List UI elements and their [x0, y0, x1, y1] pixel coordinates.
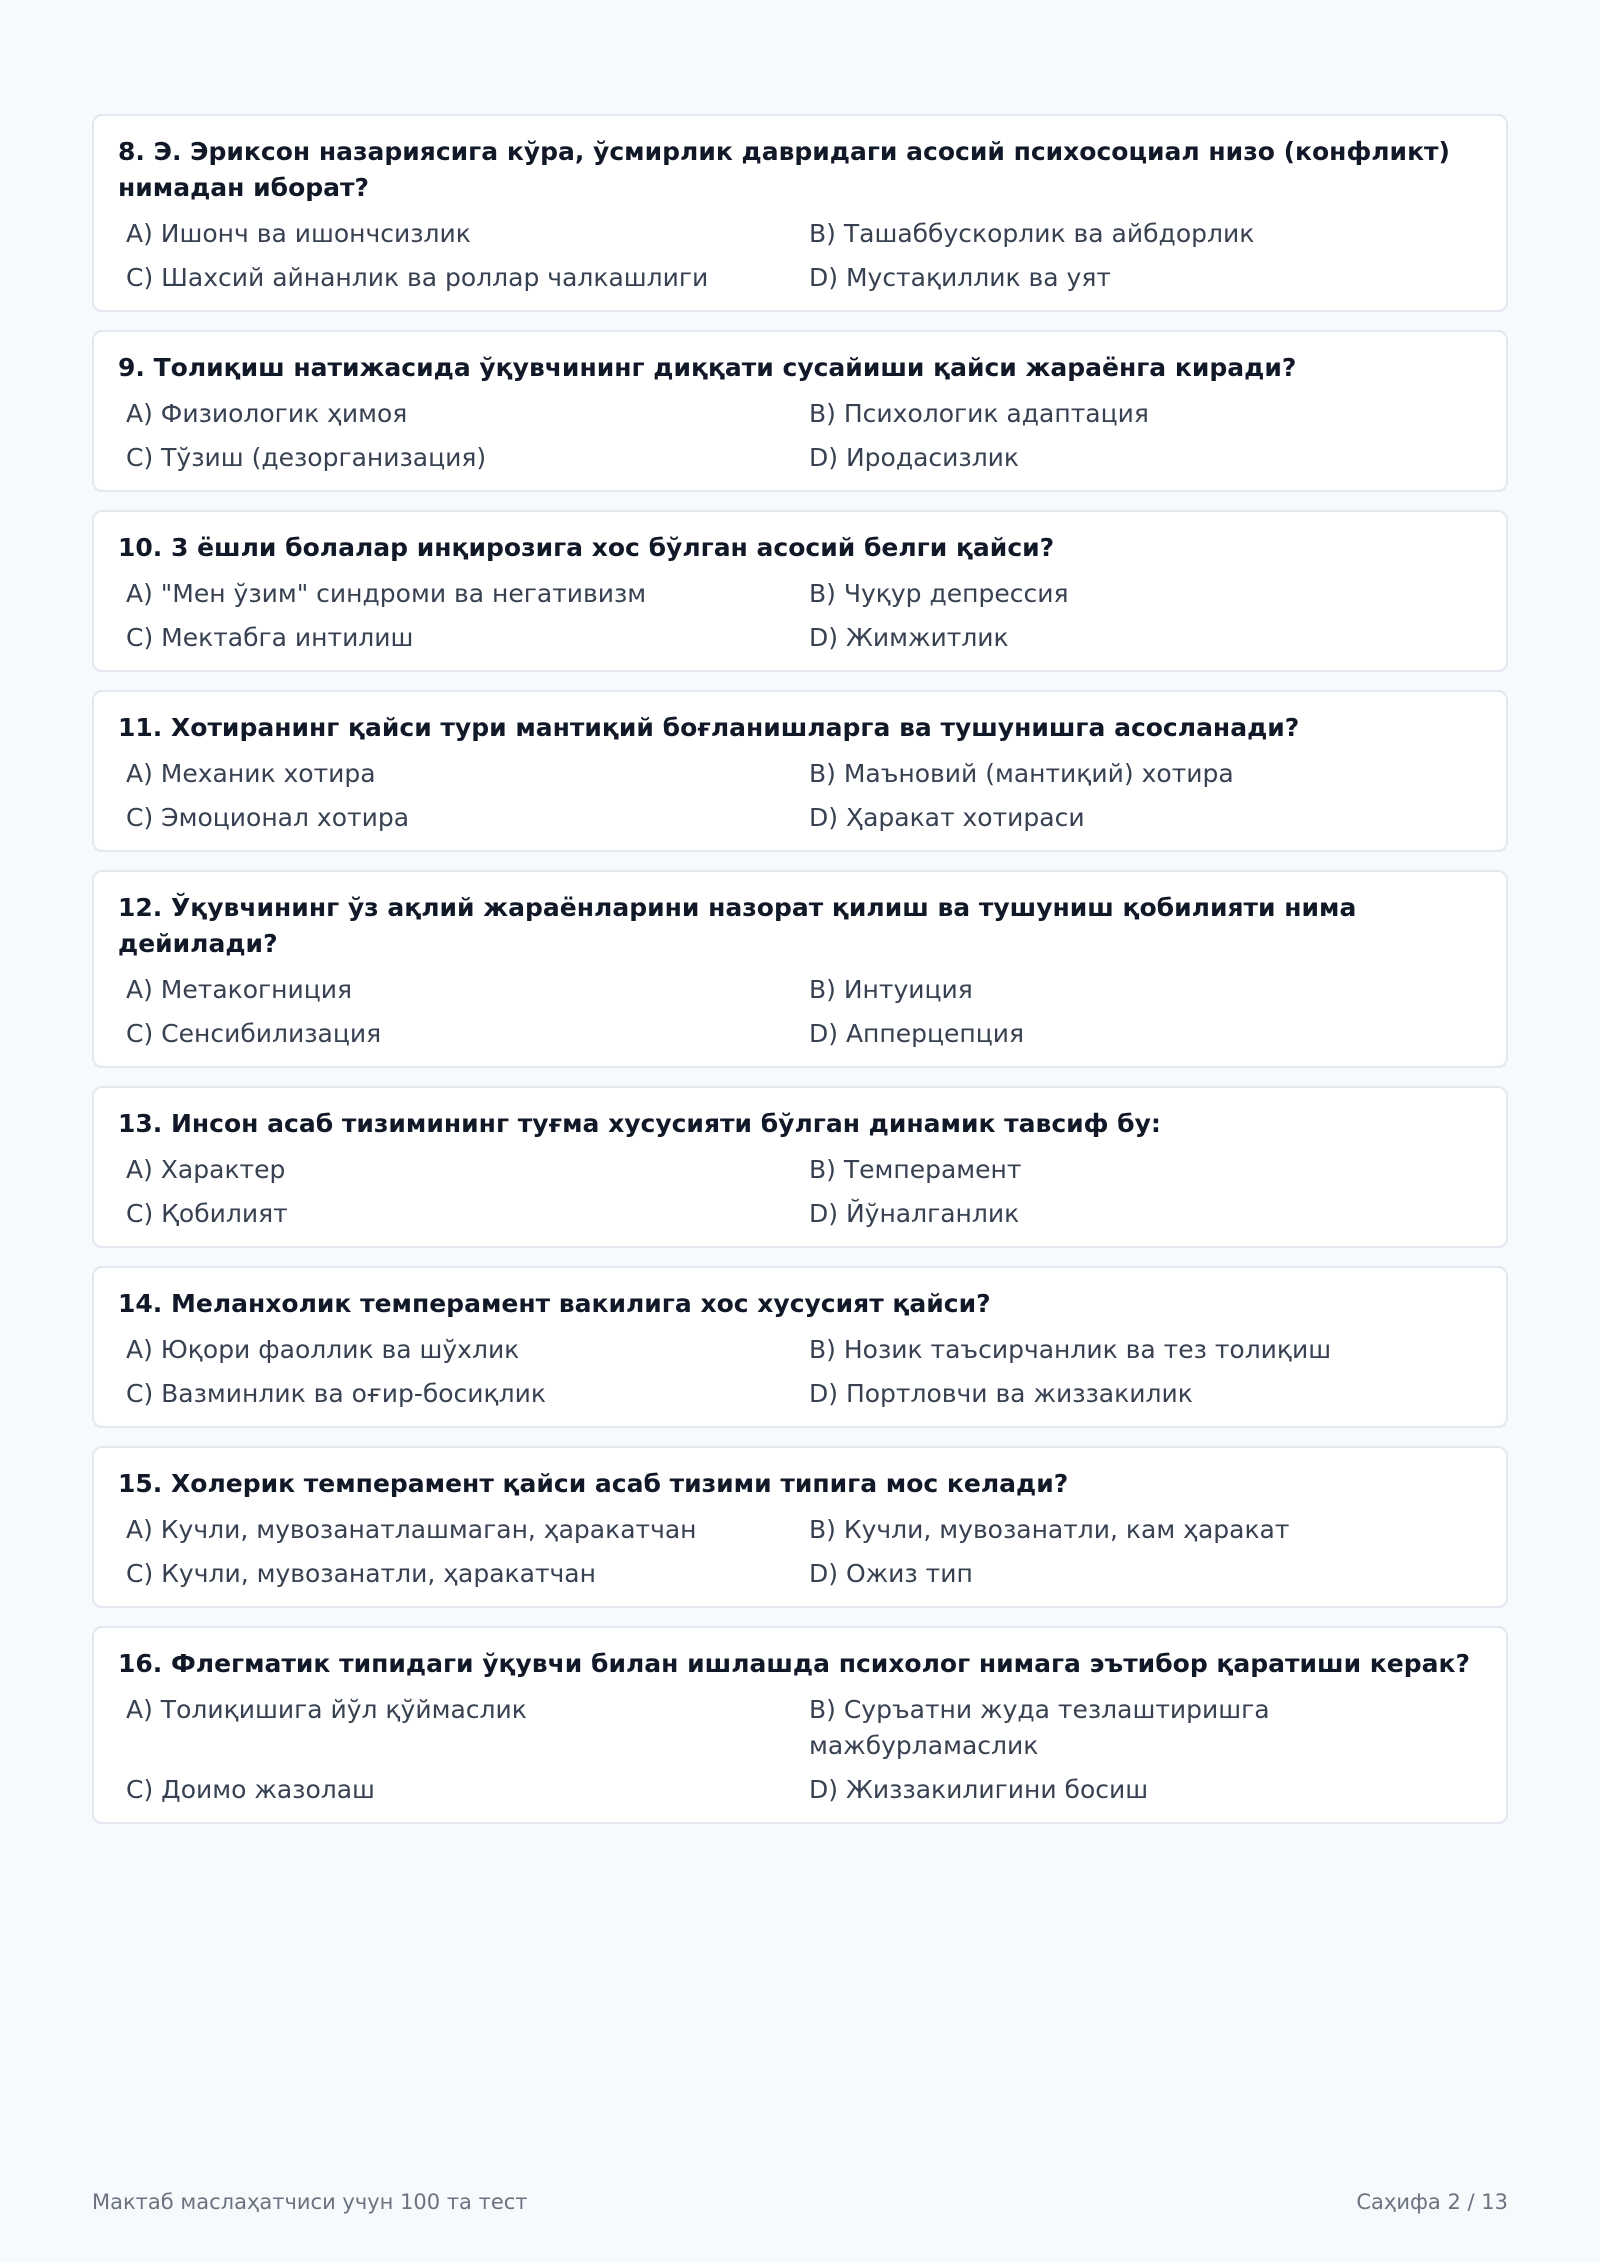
option-d: D) Ҳаракат хотираси [809, 803, 1085, 832]
option-b: B) Маъновий (мантиқий) хотира [809, 759, 1234, 788]
answer-options [118, 216, 1482, 296]
question-text: 13. Инсон асаб тизимининг туғма хусусияти бўлган динамик тавсиф бу: [118, 1109, 1161, 1138]
question-card [92, 690, 1508, 852]
question-text: 16. Флегматик типидаги ўқувчи билан ишлашда психолог нимага эътибор қаратиши керак? [118, 1649, 1470, 1678]
option-a: A) Юқори фаоллик ва шўхлик [126, 1335, 520, 1364]
option-b: B) Нозик таъсирчанлик ва тез толиқиш [809, 1335, 1332, 1364]
option-c: C) Доимо жазолаш [126, 1775, 375, 1804]
option-a: A) Механик хотира [126, 759, 376, 788]
question-text: 15. Холерик темперамент қайси асаб тизими типига мос келади? [118, 1469, 1069, 1498]
option-a: A) Метакогниция [126, 975, 353, 1004]
answer-options [118, 972, 1482, 1052]
footer-title: Мактаб маслаҳатчиси учун 100 та тест [92, 2190, 528, 2214]
question-card [92, 510, 1508, 672]
option-d: D) Йўналганлик [809, 1199, 1020, 1228]
question-text: 11. Хотиранинг қайси тури мантиқий боғланишларга ва тушунишга асосланади? [118, 713, 1300, 742]
option-a: A) "Мен ўзим" синдроми ва негативизм [126, 579, 647, 608]
option-d: D) Портловчи ва жиззакилик [809, 1379, 1193, 1408]
option-c: C) Шахсий айнанлик ва роллар чалкашлиги [126, 263, 709, 292]
option-b: B) Темперамент [809, 1155, 1022, 1184]
option-c: C) Сенсибилизация [126, 1019, 382, 1048]
option-a: A) Характер [126, 1155, 286, 1184]
page-number: Саҳифа 2 / 13 [1356, 2190, 1508, 2214]
option-c: C) Мектабга интилиш [126, 623, 414, 652]
question-text: 10. 3 ёшли болалар инқирозига хос бўлган асосий белги қайси? [118, 533, 1055, 562]
option-d: D) Мустақиллик ва уят [809, 263, 1111, 292]
answer-options [118, 756, 1482, 836]
question-card [92, 1626, 1508, 1824]
question-card [92, 1086, 1508, 1248]
question-card [92, 870, 1508, 1068]
option-a: A) Физиологик ҳимоя [126, 399, 408, 428]
option-c: C) Кучли, мувозанатли, ҳаракатчан [126, 1559, 596, 1588]
option-d: D) Иродасизлик [809, 443, 1020, 472]
option-d: D) Апперцепция [809, 1019, 1025, 1048]
option-d: D) Ожиз тип [809, 1559, 973, 1588]
question-card [92, 114, 1508, 312]
question-text: 14. Меланхолик темперамент вакилига хос хусусият қайси? [118, 1289, 991, 1318]
question-text: 9. Толиқиш натижасида ўқувчининг диққати сусайиши қайси жараёнга киради? [118, 353, 1297, 382]
answer-options [118, 1152, 1482, 1232]
option-d: D) Жимжитлик [809, 623, 1009, 652]
question-text: 12. Ўқувчининг ўз ақлий жараёнларини назорат қилиш ва тушуниш қобилияти нима дейилади? [118, 893, 1357, 958]
answer-options [118, 576, 1482, 656]
option-b: B) Интуиция [809, 975, 973, 1004]
page-footer [92, 2190, 1508, 2214]
answer-options [118, 1512, 1482, 1592]
option-a: A) Ишонч ва ишончсизлик [126, 219, 471, 248]
answer-options [118, 1332, 1482, 1412]
question-card [92, 1266, 1508, 1428]
option-d: D) Жиззакилигини босиш [809, 1775, 1149, 1804]
option-c: C) Вазминлик ва оғир-босиқлик [126, 1379, 546, 1408]
option-b: B) Ташаббускорлик ва айбдорлик [809, 219, 1255, 248]
option-c: C) Тўзиш (дезорганизация) [126, 443, 487, 472]
option-c: C) Эмоционал хотира [126, 803, 410, 832]
question-card [92, 330, 1508, 492]
question-card [92, 1446, 1508, 1608]
answer-options [118, 1692, 1482, 1808]
option-c: C) Қобилият [126, 1199, 288, 1228]
option-b: B) Суръатни жуда тезлаштиришга мажбурламаслик [809, 1695, 1270, 1760]
option-b: B) Кучли, мувозанатли, кам ҳаракат [809, 1515, 1290, 1544]
option-a: A) Кучли, мувозанатлашмаган, ҳаракатчан [126, 1515, 697, 1544]
question-text: 8. Э. Эриксон назариясига кўра, ўсмирлик давридаги асосий психосоциал низо (конфликт) нимадан иборат? [118, 137, 1450, 202]
answer-options [118, 396, 1482, 476]
option-b: B) Чуқур депрессия [809, 579, 1069, 608]
option-b: B) Психологик адаптация [809, 399, 1149, 428]
option-a: A) Толиқишига йўл қўймаслик [126, 1695, 527, 1724]
question-list [92, 114, 1508, 1842]
